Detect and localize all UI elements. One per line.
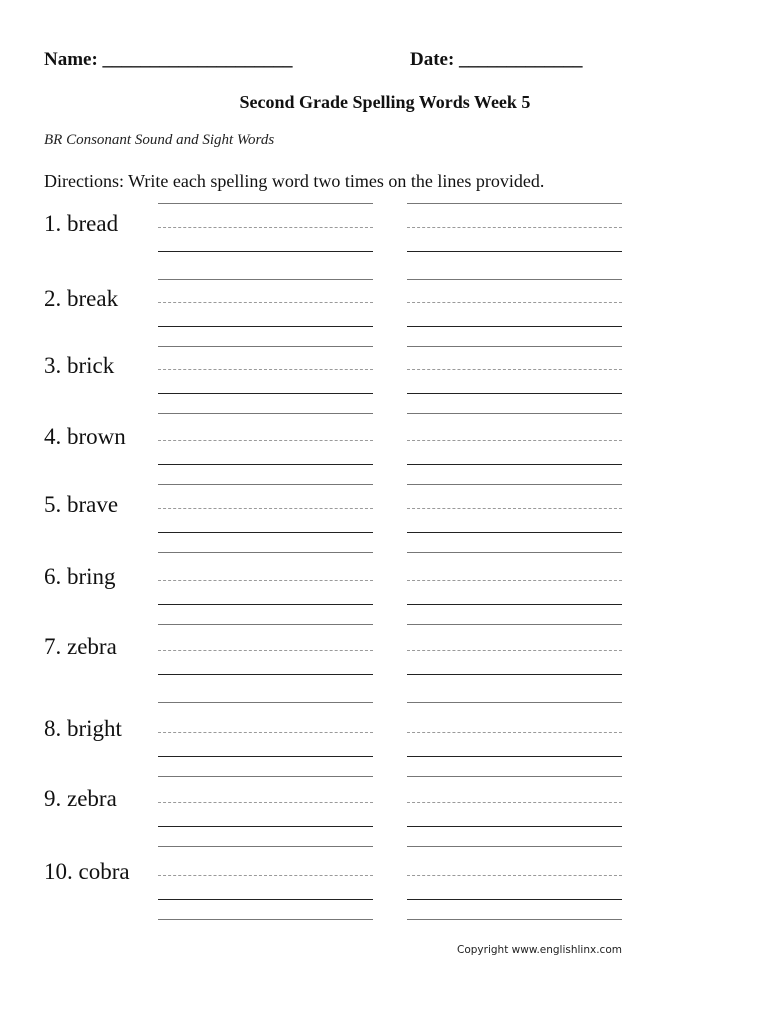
- midline-dashed: [158, 508, 373, 509]
- writing-line-2[interactable]: [407, 326, 622, 327]
- writing-line-2[interactable]: [407, 899, 622, 900]
- top-guide-line: [158, 203, 373, 204]
- baseline-guide-line: [158, 279, 373, 280]
- midline-dashed: [407, 227, 622, 228]
- name-field[interactable]: Name: ____________________: [44, 49, 293, 70]
- writing-line-2[interactable]: [407, 251, 622, 252]
- directions-text: Directions: Write each spelling word two times on the lines provided.: [44, 171, 545, 191]
- spelling-word: 6. bring: [44, 564, 116, 589]
- writing-line-1[interactable]: [158, 604, 373, 605]
- midline-dashed: [407, 440, 622, 441]
- top-guide-line: [407, 203, 622, 204]
- spelling-word: 5. brave: [44, 492, 119, 517]
- baseline-guide-line: [407, 413, 622, 414]
- baseline-guide-line: [158, 846, 373, 847]
- writing-line-1[interactable]: [158, 532, 373, 533]
- baseline-guide-line: [407, 846, 622, 847]
- midline-dashed: [158, 580, 373, 581]
- writing-line-1[interactable]: [158, 756, 373, 757]
- spelling-word: 10. cobra: [44, 859, 130, 884]
- baseline-guide-line: [407, 484, 622, 485]
- baseline-guide-line: [158, 919, 373, 920]
- midline-dashed: [407, 369, 622, 370]
- midline-dashed: [158, 440, 373, 441]
- midline-dashed: [407, 875, 622, 876]
- writing-line-1[interactable]: [158, 826, 373, 827]
- writing-line-1[interactable]: [158, 674, 373, 675]
- midline-dashed: [407, 580, 622, 581]
- spelling-word: 8. bright: [44, 716, 122, 741]
- baseline-guide-line: [407, 279, 622, 280]
- writing-line-2[interactable]: [407, 532, 622, 533]
- baseline-guide-line: [407, 552, 622, 553]
- midline-dashed: [158, 802, 373, 803]
- midline-dashed: [407, 650, 622, 651]
- midline-dashed: [158, 302, 373, 303]
- spelling-word: 9. zebra: [44, 786, 117, 811]
- baseline-guide-line: [158, 346, 373, 347]
- date-field[interactable]: Date: _____________: [410, 49, 583, 70]
- baseline-guide-line: [158, 484, 373, 485]
- worksheet-subtitle: BR Consonant Sound and Sight Words: [44, 132, 275, 148]
- midline-dashed: [158, 227, 373, 228]
- writing-line-1[interactable]: [158, 251, 373, 252]
- baseline-guide-line: [158, 776, 373, 777]
- midline-dashed: [407, 802, 622, 803]
- baseline-guide-line: [158, 702, 373, 703]
- spelling-word: 4. brown: [44, 424, 126, 449]
- midline-dashed: [407, 508, 622, 509]
- copyright-text: Copyright www.englishlinx.com: [457, 944, 622, 956]
- worksheet-title: Second Grade Spelling Words Week 5: [239, 92, 531, 112]
- spelling-word: 7. zebra: [44, 634, 117, 659]
- spelling-word: 3. brick: [44, 353, 115, 378]
- writing-line-2[interactable]: [407, 826, 622, 827]
- baseline-guide-line: [158, 413, 373, 414]
- writing-line-1[interactable]: [158, 464, 373, 465]
- midline-dashed: [158, 369, 373, 370]
- spelling-word: 1. bread: [44, 211, 119, 236]
- writing-line-2[interactable]: [407, 464, 622, 465]
- baseline-guide-line: [158, 624, 373, 625]
- writing-line-2[interactable]: [407, 604, 622, 605]
- writing-line-1[interactable]: [158, 393, 373, 394]
- writing-line-2[interactable]: [407, 674, 622, 675]
- spelling-word: 2. break: [44, 286, 119, 311]
- baseline-guide-line: [158, 552, 373, 553]
- writing-line-2[interactable]: [407, 393, 622, 394]
- writing-line-1[interactable]: [158, 326, 373, 327]
- baseline-guide-line: [407, 776, 622, 777]
- midline-dashed: [158, 732, 373, 733]
- midline-dashed: [407, 302, 622, 303]
- writing-line-1[interactable]: [158, 899, 373, 900]
- midline-dashed: [158, 875, 373, 876]
- baseline-guide-line: [407, 702, 622, 703]
- baseline-guide-line: [407, 624, 622, 625]
- midline-dashed: [158, 650, 373, 651]
- writing-line-2[interactable]: [407, 756, 622, 757]
- baseline-guide-line: [407, 346, 622, 347]
- baseline-guide-line: [407, 919, 622, 920]
- midline-dashed: [407, 732, 622, 733]
